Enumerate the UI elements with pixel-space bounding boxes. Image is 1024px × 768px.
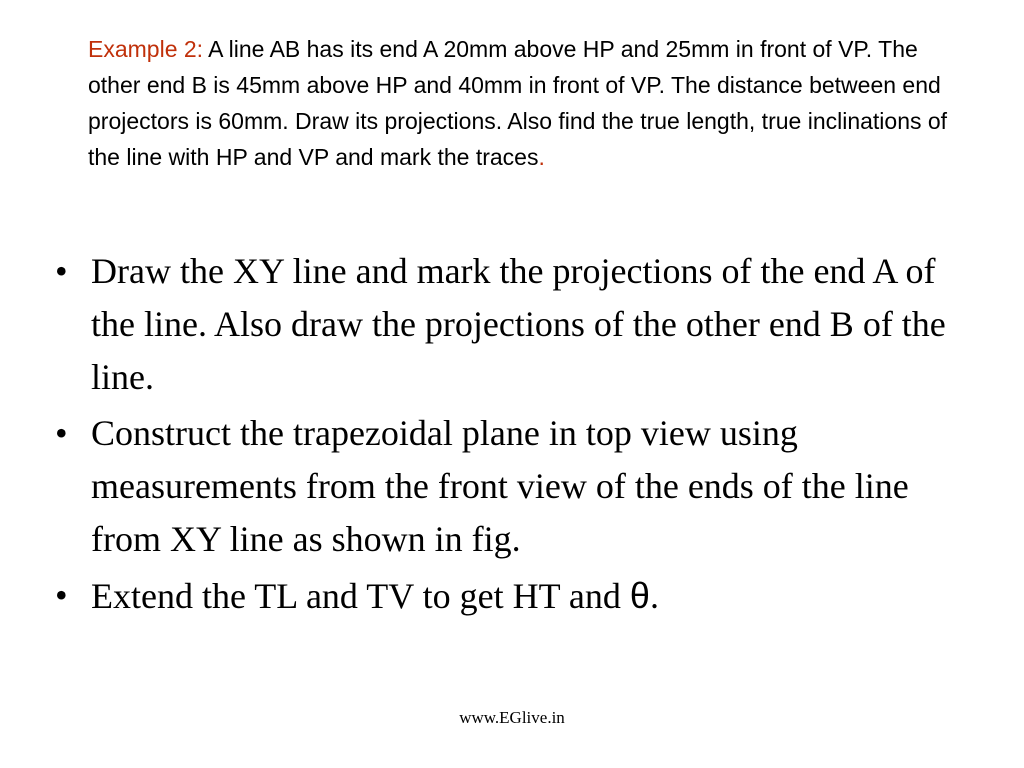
footer-website: www.EGlive.in [459,708,565,727]
example-body: A line AB has its end A 20mm above HP and 25mm in front of VP. The other end B is 45mm above HP and 40mm in front of VP. The distance between end projectors is 60mm. Draw its projections. Also find the true length, true inclinations of the line with HP and VP and mark the traces [88,36,948,170]
list-item [55,245,965,404]
bullet-text: Extend the TL and TV to get HT and [91,576,630,616]
example-period: . [538,144,545,170]
example-label: Example 2: [88,36,204,62]
list-item [55,407,965,566]
bullet-text: Construct the trapezoidal plane in top view using measurements from the front view of the ends of the line from XY line as shown in fig. [91,413,909,559]
list-item [55,569,965,623]
theta-symbol: θ [629,575,650,616]
bullet-icon: • [55,413,68,453]
example-problem-statement [88,31,948,175]
instruction-list [55,245,965,626]
bullet-end: . [649,576,659,616]
bullet-text: Draw the XY line and mark the projections of the end A of the line. Also draw the projections of the other end B of the line. [91,251,946,397]
bullet-icon: • [55,251,68,291]
bullet-icon: • [55,575,68,615]
